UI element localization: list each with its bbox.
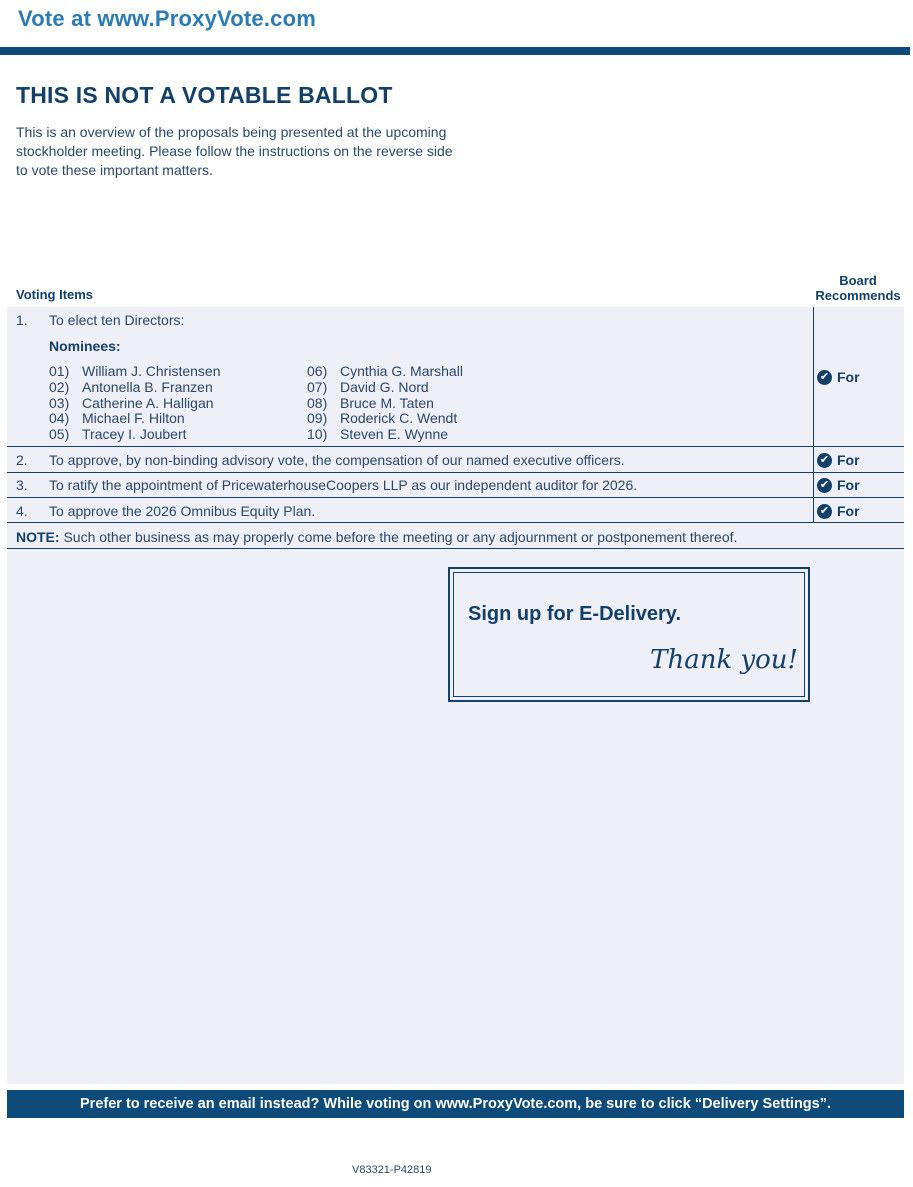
thank-you-text: Thank you! (650, 645, 798, 675)
document-code: V83321-P42819 (352, 1164, 432, 1176)
nominee-item: 10) Steven E. Wynne (307, 426, 449, 443)
nominee-item: 01) William J. Christensen (49, 363, 221, 379)
note-text: NOTE: Such other business as may properly come before the meeting or any adjournment or postponement thereof. (16, 529, 738, 545)
row-divider (7, 548, 904, 549)
nominee-item: 06) Cynthia G. Marshall (307, 363, 463, 379)
check-circle-icon: ✔ (817, 478, 832, 493)
ballot-title: THIS IS NOT A VOTABLE BALLOT (16, 82, 393, 108)
item-1-recommendation: ✔ For (817, 369, 860, 385)
board-recommends-header (810, 273, 906, 303)
footer-bar: Prefer to receive an email instead? While voting on www.ProxyVote.com, be sure to click “Delivery Settings”. (7, 1090, 904, 1118)
item-4-text: To approve the 2026 Omnibus Equity Plan. (49, 503, 316, 519)
row-divider (7, 497, 904, 498)
edelivery-box[interactable] (448, 567, 810, 702)
item-4-number: 4. (16, 503, 28, 519)
nominee-item: 03) Catherine A. Halligan (49, 394, 214, 411)
edelivery-signup-text: Sign up for E-Delivery. (468, 603, 681, 625)
nominee-item: 04) Michael F. Hilton (49, 410, 185, 427)
row-divider (7, 472, 904, 473)
edelivery-inner-border (453, 572, 805, 697)
nominees-label: Nominees: (49, 338, 121, 354)
item-3-recommendation: ✔ For (817, 477, 860, 493)
item-2-text: To approve, by non-binding advisory vote, the compensation of our named executive officers. (49, 452, 625, 468)
voting-items-header: Voting Items (16, 287, 94, 302)
item-3-text: To ratify the appointment of PricewaterhouseCoopers LLP as our independent auditor for 2026. (49, 477, 638, 493)
nominee-list-left (49, 364, 220, 443)
header-rule (0, 47, 910, 55)
row-divider (7, 446, 904, 447)
item-3-number: 3. (16, 477, 28, 493)
nominee-item: 05) Tracey I. Joubert (49, 426, 187, 443)
item-1-number: 1. (16, 312, 28, 328)
check-circle-icon: ✔ (817, 370, 832, 385)
nominee-item: 07) David G. Nord (307, 378, 429, 395)
item-2-number: 2. (16, 452, 28, 468)
header-title[interactable]: Vote at www.ProxyVote.com (18, 6, 316, 31)
board-header-line2: Recommends (815, 288, 901, 303)
intro-text: This is an overview of the proposals being presented at the upcoming stockholder meeting. Please follow the instructions on the reverse side to vote these important matters. (16, 124, 453, 178)
item-2-recommendation: ✔ For (817, 452, 860, 468)
item-4-recommendation: ✔ For (817, 503, 860, 519)
nominee-item: 02) Antonella B. Franzen (49, 378, 213, 395)
check-circle-icon: ✔ (817, 453, 832, 468)
nominee-list-right (307, 364, 463, 443)
board-header-line1: Board (839, 273, 877, 288)
check-circle-icon: ✔ (817, 504, 832, 519)
item-1-text: To elect ten Directors: (49, 312, 185, 328)
row-divider (7, 522, 904, 523)
column-divider (813, 307, 814, 523)
nominee-item: 08) Bruce M. Taten (307, 394, 434, 411)
nominee-item: 09) Roderick C. Wendt (307, 410, 458, 427)
